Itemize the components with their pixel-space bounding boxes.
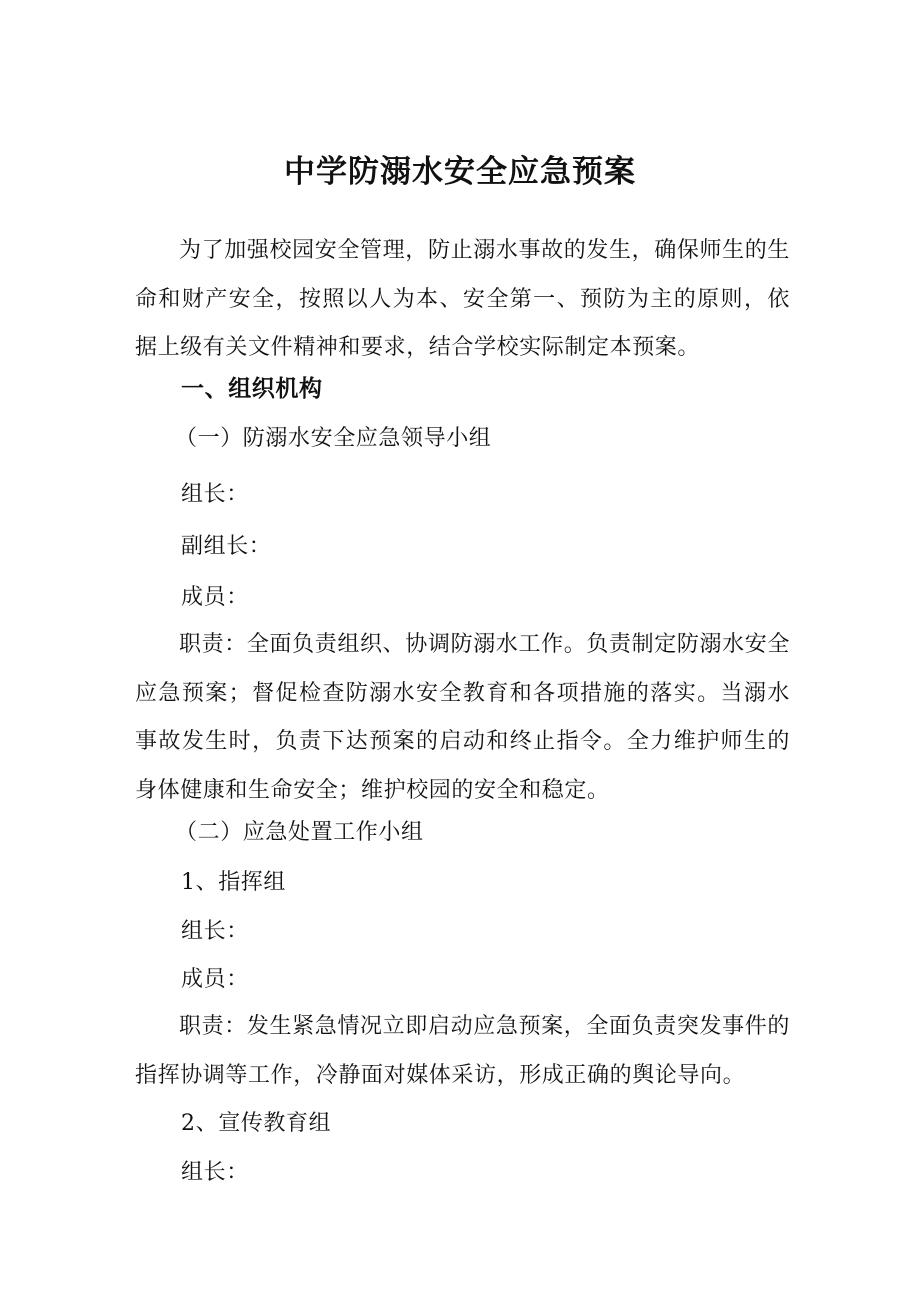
command-duty-paragraph: 职责：发生紧急情况立即启动应急预案，全面负责突发事件的指挥协调等工作，冷静面对媒体采访，形成正确的舆论导向。 bbox=[135, 1014, 790, 1088]
publicity-leader-label: 组长： bbox=[181, 1160, 249, 1185]
section-heading-organization: 一、组织机构 bbox=[181, 376, 323, 402]
deputy-leader-label: 副组长： bbox=[181, 534, 272, 559]
subsection-heading-emergency-groups: （二）应急处置工作小组 bbox=[175, 820, 424, 845]
command-members-label: 成员： bbox=[181, 967, 249, 992]
group-heading-publicity-education: 2、宣传教育组 bbox=[181, 1111, 332, 1136]
subsection-heading-leadership-group: （一）防溺水安全应急领导小组 bbox=[175, 426, 492, 451]
document-title: 中学防溺水安全应急预案 bbox=[284, 154, 636, 190]
intro-paragraph: 为了加强校园安全管理，防止溺水事故的发生，确保师生的生命和财产安全，按照以人为本、安全第一、预防为主的原则，依据上级有关文件精神和要求，结合学校实际制定本预案。 bbox=[135, 238, 790, 360]
command-leader-label: 组长： bbox=[181, 919, 249, 944]
leader-label: 组长： bbox=[181, 482, 249, 507]
members-label: 成员： bbox=[181, 585, 249, 610]
leadership-duty-paragraph: 职责：全面负责组织、协调防溺水工作。负责制定防溺水安全应急预案；督促检查防溺水安全教育和各项措施的落实。当溺水事故发生时，负责下达预案的启动和终止指令。全力维护师生的身体健康和生命安全；维护校园的安全和稳定。 bbox=[135, 632, 790, 803]
group-heading-command: 1、指挥组 bbox=[181, 870, 286, 895]
